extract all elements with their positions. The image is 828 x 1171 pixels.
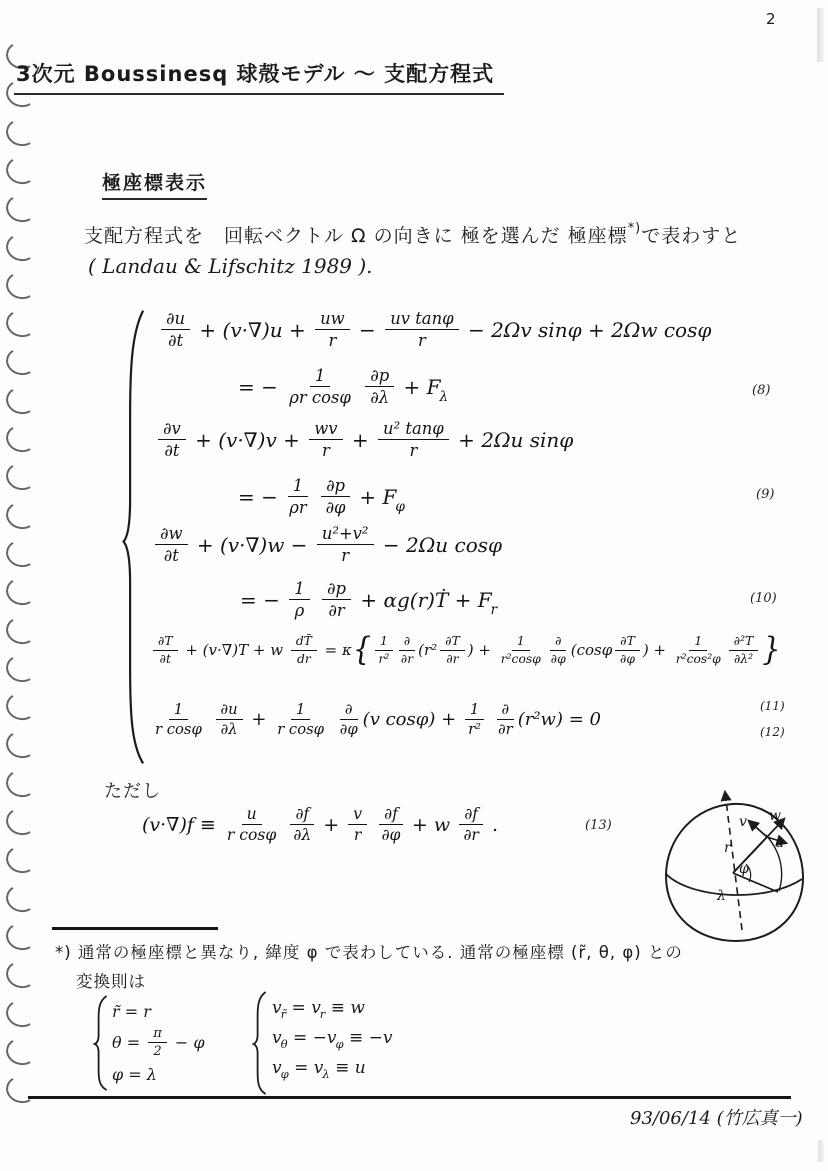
binding-hole — [4, 154, 40, 187]
v-vector-arrow — [749, 821, 767, 837]
equation-10-line-2: = − $\frac{1}{\rho}$ $\frac{\partial p}{\partial r}$ + αg(r)Ṫ + F $_r$ — [240, 579, 498, 621]
velocity-transform-brace — [252, 991, 268, 1095]
equation-13: (v·∇)f ≡ $\frac{u}{\text{r cosφ}}$ $\frac{\partial f}{\partial\lambda}$ + $\frac{v}{r}$ $\frac{\partial f}{\partial\varphi}$ + w $\frac{\partial f}{\partial r}$ . — [142, 805, 499, 845]
footnote-separator — [52, 927, 218, 930]
binding-hole — [4, 116, 40, 149]
binding-hole — [4, 460, 40, 493]
equation-label-10: (10) — [750, 591, 777, 606]
lambda-label: λ — [717, 888, 726, 904]
coord-transform-rows — [112, 996, 205, 1090]
footnote-line-1: *) 通常の極座標と異なり, 緯度 φ で表わしている. 通常の極座標 (r̃, θ, φ) との — [55, 943, 683, 962]
transform-rule-row: v $_\theta$ = −v $_\varphi$ ≡ −v — [272, 1028, 393, 1051]
binding-hole — [4, 192, 40, 225]
intro-line-1: 支配方程式を 回転ベクトル Ω の向きに 極を選んだ 極座標 *) で表わすと — [84, 221, 742, 247]
equation-label-13: (13) — [585, 818, 612, 833]
footnote-line-2: 変換則は — [76, 972, 146, 991]
binding-hole — [4, 422, 40, 455]
binding-hole — [4, 537, 40, 570]
binding-hole — [4, 690, 40, 723]
system-brace — [121, 306, 147, 768]
binding-hole — [4, 384, 40, 417]
binding-hole — [4, 269, 40, 302]
equation-label-11: (11) — [760, 699, 785, 713]
transform-rule-row: r̃ = r — [112, 1001, 151, 1021]
section-heading: 極座標表示 — [102, 168, 207, 200]
binding-hole — [4, 307, 40, 340]
velocity-transform-rows — [272, 993, 392, 1083]
coord-transform-brace — [93, 995, 109, 1091]
date-signature: 93/06/14 (竹広真一) — [630, 1108, 803, 1129]
page-title: 3次元 Boussinesq 球殻モデル 〜 支配方程式 — [14, 58, 504, 95]
binding-hole — [4, 1073, 40, 1106]
binding-hole — [4, 575, 40, 608]
binding-hole — [4, 843, 40, 876]
equation-10-line-1: $\frac{\partial w}{\partial t}$ + (v·∇)w − $\frac{\text{u²+v²}}{r}$ − 2Ωu cosφ — [152, 524, 502, 566]
transform-rule-row: φ = λ — [112, 1065, 157, 1085]
binding-hole — [4, 1035, 40, 1068]
transform-rule-row: θ = $\frac{\pi}{2}$ − φ — [112, 1026, 205, 1060]
u-label: u — [775, 835, 785, 851]
intro-citation: ( Landau & Lifschitz 1989 ). — [88, 254, 373, 278]
equation-12: $\frac{1}{\text{r cosφ}}$ $\frac{\partial u}{\partial\lambda}$ + $\frac{1}{\text{r cosφ}}$ $\frac{\partial}{\partial\varphi}$ (v cosφ) + $\frac{1}{\text{r²}}$ $\frac{\partial}{\partial r}$ (r²w) = 0 — [155, 701, 601, 739]
binding-hole — [4, 882, 40, 915]
binding-hole — [4, 614, 40, 647]
binding-hole — [4, 805, 40, 838]
equation-label-9: (9) — [756, 487, 775, 502]
binding-hole — [4, 767, 40, 800]
equation-9-line-1: $\frac{\partial v}{\partial t}$ + (v·∇)v + $\frac{wv}{r}$ + $\frac{\text{u² tanφ}}{r}$ + 2Ωu sinφ — [155, 419, 573, 461]
bottom-rule — [28, 1096, 791, 1099]
transform-rule-row: v $_\varphi$ = v $_\lambda$ ≡ u — [272, 1058, 366, 1081]
v-label: v — [739, 814, 747, 830]
equation-9-line-2: = − $\frac{1}{\rho r}$ $\frac{\partial p}{\partial\varphi}$ + F $_\varphi$ — [238, 476, 405, 518]
binding-hole — [4, 231, 40, 264]
sphere-diagram — [645, 780, 828, 948]
phi-label: φ — [739, 861, 749, 877]
equation-label-12: (12) — [760, 725, 785, 739]
equation-label-8: (8) — [752, 383, 771, 398]
transform-rule-row: v $_{r̃}$ = v $_r$ ≡ w — [272, 998, 365, 1021]
binding-hole — [4, 958, 40, 991]
scan-edge-mark — [817, 8, 824, 62]
equation-8-line-2: = − $\frac{1}{\text{ρr cosφ}}$ $\frac{\partial p}{\partial\lambda}$ + F $_\lambda$ — [238, 366, 449, 408]
equation-11: $\frac{\partial T}{\partial t}$ + (v·∇)T + w $\frac{dT̄}{dr}$ = κ { $\frac{1}{\text{r²}}$ $\frac{\partial}{\partial r}$ (r² $\frac{\partial T}{\partial r}$ ) + $\frac{1}{\text{r²cosφ}}$ $\frac{\partial}{\partial\varphi}$ (cosφ $\frac{\partial T}{\partial\varphi}$ ) + $\frac{1}{\text{r²cos²φ}}$ $\frac{\text{∂²T}}{\text{∂λ²}}$ } — [150, 634, 781, 666]
binding-hole — [4, 728, 40, 761]
binding-hole — [4, 345, 40, 378]
binding-hole — [4, 499, 40, 532]
scan-edge-mark — [818, 1140, 824, 1162]
r-label: r — [724, 840, 731, 856]
equation-8-line-1: $\frac{\partial u}{\partial t}$ + (v·∇)u + $\frac{uw}{r}$ − $\frac{\text{uv tanφ}}{r}$ − 2Ωv sinφ + 2Ωw cosφ — [158, 309, 711, 351]
binding-hole — [4, 997, 40, 1030]
w-label: w — [769, 808, 781, 824]
tadashi-label: ただし — [104, 781, 161, 802]
page-number: 2 — [766, 10, 776, 28]
binding-hole — [4, 652, 40, 685]
binding-hole — [4, 920, 40, 953]
